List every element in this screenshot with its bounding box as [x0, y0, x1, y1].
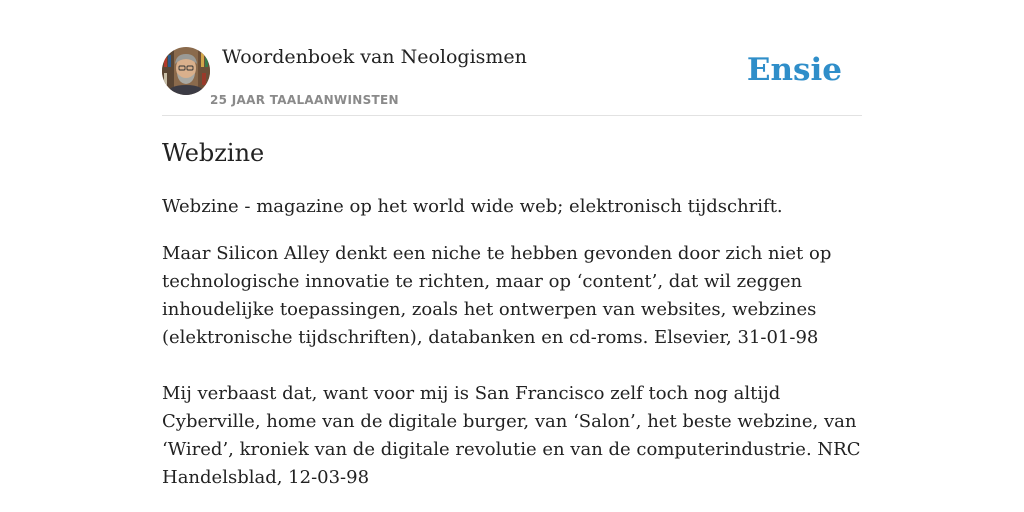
author-name[interactable]: Woordenboek van Neologismen: [222, 46, 527, 68]
quote-item: Maar Silicon Alley denkt een niche te hebben gevonden door zich niet op technologische innovatie te richten, maar op ‘content’, dat wil zeggen inhoudelijke toepassingen, zoals het ontwerpen van websites, webzines (elektronische tijdschriften), databanken en cd-roms. Elsevier, 31-01-98: [162, 243, 832, 348]
tagline: 25 JAAR TAALAANWINSTEN: [210, 93, 399, 107]
author-portrait-icon: [162, 47, 210, 95]
brand-logo[interactable]: Ensie: [746, 52, 842, 88]
header: [162, 0, 862, 116]
entry-definition: Webzine - magazine op het world wide web; elektronisch tijdschrift.: [162, 196, 783, 217]
entry-title: Webzine: [162, 139, 265, 167]
entry-card: [162, 0, 862, 488]
author-avatar[interactable]: [162, 47, 210, 95]
quote-item: Mij verbaast dat, want voor mij is San Francisco zelf toch nog altijd Cyberville, home van de digitale burger, van ‘Salon’, het beste webzine, van ‘Wired’, kroniek van de digitale revolutie en van de computerindustrie. NRC Handelsblad, 12-03-98: [162, 383, 861, 488]
